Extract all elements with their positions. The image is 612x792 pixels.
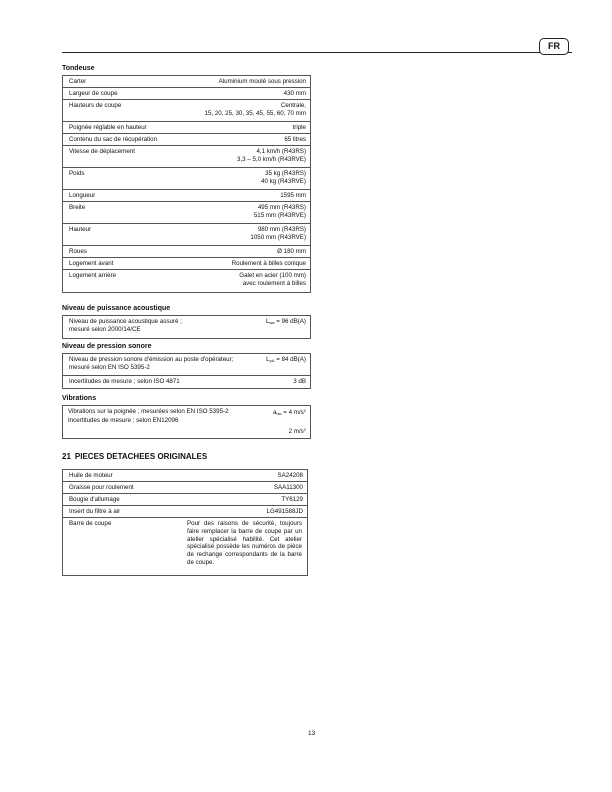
part-number: SA24208 (277, 472, 303, 479)
tondeuse-spec-table (62, 75, 311, 293)
language-badge: FR (539, 38, 569, 55)
table-row (63, 88, 310, 100)
table-row (63, 258, 310, 270)
vibrations-value: $a_{hw} = 4$ $m/s^2$ (273, 408, 306, 416)
header-rule (62, 52, 572, 53)
part-label: Bougie d'allumage (69, 496, 120, 503)
part-label: Insert du filtre à air (69, 508, 121, 515)
chapter-number: 21 (62, 452, 71, 461)
barre-note: Pour des raisons de sécurité, toujours faire remplacer la barre de coupe par un atelier spécialisé habilité. Cet atelier spécialisé possède les numéros de pièce de rechange correspondants de la barre de coupe. (187, 520, 302, 566)
section-title-puissance: Niveau de puissance acoustique (62, 305, 171, 312)
spec-value: Galet en acier (100 mm) avec roulement à billes (239, 272, 306, 287)
spec-label: Poignée réglable en hauteur (69, 124, 147, 131)
table-row (63, 506, 307, 518)
pression-uncert-label: Incertitudes de mesure ; selon ISO 4871 (69, 378, 180, 385)
spec-value: 980 mm (R43RS) 1050 mm (R43RVE) (250, 226, 306, 241)
table-row (63, 168, 310, 190)
page-number: 13 (308, 730, 316, 737)
table-row (63, 316, 310, 338)
spec-label: Longueur (69, 192, 96, 199)
part-number: SAA11300 (273, 484, 303, 491)
spec-value: Ø 180 mm (277, 248, 306, 255)
spec-value: 35 kg (R43RS) 40 kg (R43RVE) (261, 170, 306, 185)
table-row (63, 100, 310, 122)
spec-value: 495 mm (R43RS) 515 mm (R43RVE) (253, 204, 306, 219)
spec-value: Centrale, 15, 20, 25, 30, 35, 45, 55, 60, 70 mm (204, 102, 306, 117)
vibrations-table (62, 405, 311, 439)
pieces-table (62, 469, 308, 576)
spec-label: Largeur de coupe (69, 90, 118, 97)
spec-value: Roulement à billes conique (231, 260, 306, 267)
spec-label: Poids (69, 170, 85, 177)
puissance-value: $L_{wa} = 96$ dB(A) (265, 318, 306, 325)
table-row (63, 134, 310, 146)
vibrations-label-line1: Vibrations sur la poignée ; mesurées selon EN ISO 5395-2 (68, 408, 229, 415)
table-row (63, 246, 310, 258)
puissance-label-line2: mesuré selon 2000/14/CE (69, 325, 141, 333)
spec-label: Contenu du sac de récupération (69, 136, 158, 143)
vibrations-label-line2: Incertitudes de mesure ; selon EN12096 (68, 417, 179, 424)
spec-value: Aluminium moulé sous pression (218, 78, 306, 85)
pression-label-line1: Niveau de pression sonore d'émission au poste d'opérateur; (69, 356, 234, 363)
part-number: TY6129 (281, 496, 303, 503)
table-row (63, 122, 310, 134)
table-row (63, 190, 310, 202)
spec-value: 65 litres (284, 136, 306, 143)
part-label: Huile de moteur (69, 472, 113, 479)
part-label: Graisse pour roulement (69, 484, 134, 491)
spec-label: Carter (69, 78, 87, 85)
spec-label: Breite (69, 204, 86, 211)
vibrations-uncert-value: 2 $m/s^2$ (288, 427, 306, 435)
table-row (63, 494, 307, 506)
spec-label: Vitesse de déplacement (69, 148, 135, 155)
spec-value: 4,1 km/h (R43RS) 3,3 – 5,0 km/h (R43RVE) (236, 148, 306, 163)
spec-label: Hauteur (69, 226, 92, 233)
pression-table (62, 353, 311, 389)
puissance-table (62, 315, 311, 339)
table-row (63, 518, 307, 575)
puissance-label-line1: Niveau de puissance acoustique assuré ; (69, 318, 182, 325)
table-row (63, 76, 310, 88)
spec-label: Logement avant (69, 260, 114, 267)
puissance-label (63, 316, 264, 338)
spec-value: 430 mm (283, 90, 306, 97)
pression-uncert-value: 3 dB (293, 378, 306, 385)
spec-label: Hauteurs de coupe (69, 102, 122, 109)
table-row (63, 376, 310, 388)
spec-value: triple (292, 124, 306, 131)
table-row (63, 482, 307, 494)
table-row (63, 354, 310, 376)
pression-label (63, 354, 264, 375)
part-label: Barre de coupe (69, 520, 112, 527)
pression-label-line2: mesuré selon EN ISO 5395-2 (69, 363, 150, 371)
section-title-vibrations: Vibrations (62, 395, 97, 402)
table-row (63, 146, 310, 168)
table-row (63, 224, 310, 246)
chapter-title (62, 452, 211, 462)
table-row (63, 470, 307, 482)
spec-label: Roues (69, 248, 87, 255)
section-title-pression: Niveau de pression sonore (62, 343, 152, 350)
spec-label: Logement arrière (69, 272, 117, 279)
table-row (63, 270, 310, 292)
pression-value: $L_{pA} = 84$ dB(A) (266, 356, 306, 363)
section-title-tondeuse: Tondeuse (62, 65, 95, 72)
part-number: LG491588JD (266, 508, 303, 515)
table-row (63, 202, 310, 224)
spec-value: 1595 mm (280, 192, 306, 199)
chapter-heading: PIECES DETACHEES ORIGINALES (74, 452, 208, 461)
